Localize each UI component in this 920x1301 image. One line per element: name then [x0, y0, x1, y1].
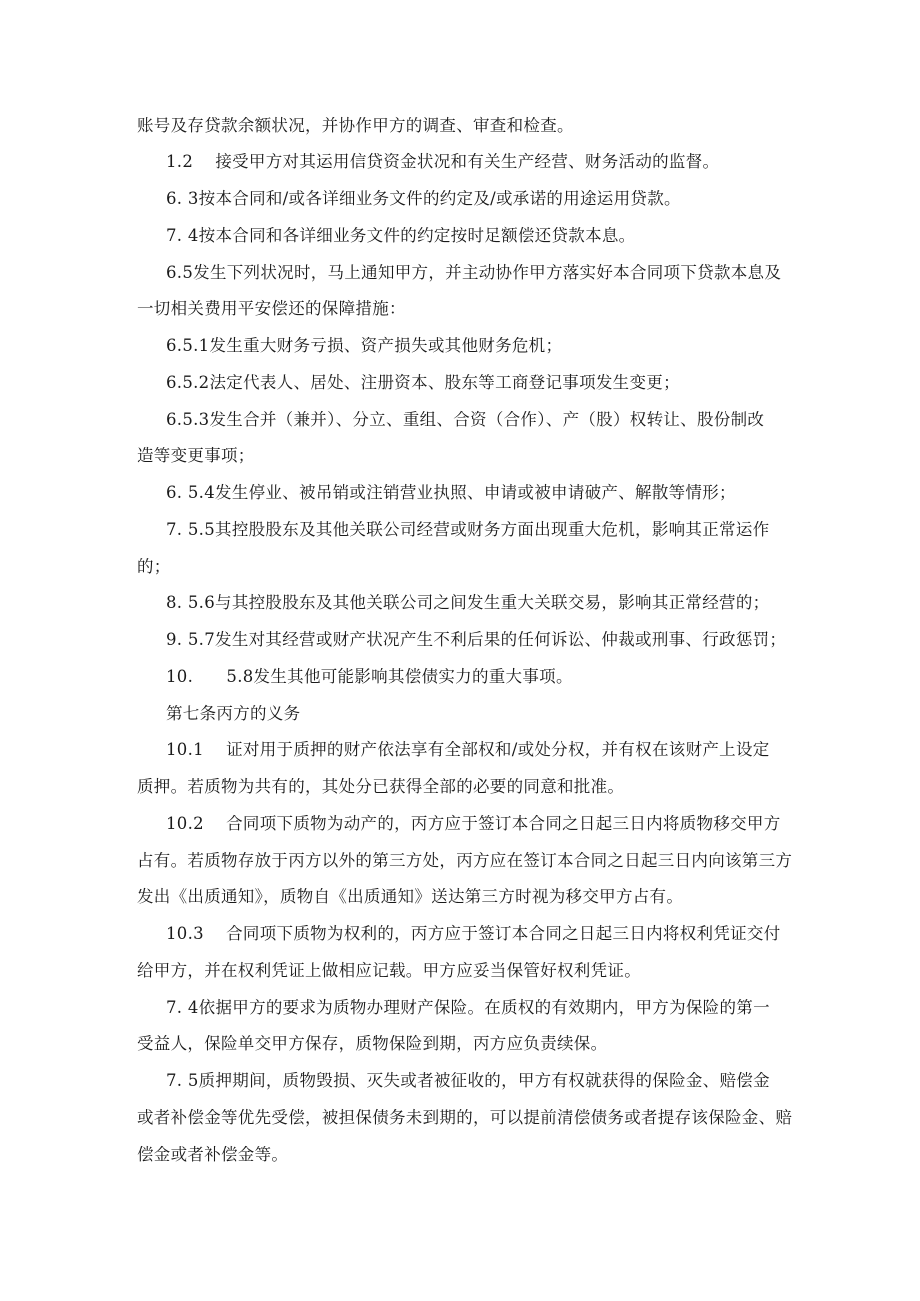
- text-line: 7. 4依据甲方的要求为质物办理财产保险。在质权的有效期内，甲方为保险的第一: [166, 998, 770, 1017]
- text-line: 10.2 合同项下质物为动产的，丙方应于签订本合同之日起三日内将质物移交甲方: [166, 814, 781, 833]
- text-line: 6. 3按本合同和/或各详细业务文件的约定及/或承诺的用途运用贷款。: [166, 189, 681, 208]
- text-line: 一切相关费用平安偿还的保障措施：: [137, 299, 406, 318]
- text-line: 6. 5.4发生停业、被吊销或注销营业执照、申请或被申请破产、解散等情形；: [166, 483, 736, 502]
- text-line: 质押。若质物为共有的，其处分已获得全部的必要的同意和批准。: [137, 777, 625, 796]
- text-line: 6.5.3发生合并（兼并）、分立、重组、合资（合作）、产（股）权转让、股份制改: [166, 410, 765, 429]
- text-line: 账号及存贷款余额状况，并协作甲方的调查、审查和检查。: [137, 116, 574, 135]
- text-line: 6.5.1发生重大财务亏损、资产损失或其他财务危机；: [166, 336, 563, 355]
- text-line: 偿金或者补偿金等。: [137, 1145, 289, 1164]
- text-line: 6.5.2法定代表人、居处、注册资本、股东等工商登记事项发生变更；: [166, 373, 680, 392]
- text-line: 10. 5.8发生其他可能影响其偿债实力的重大事项。: [166, 667, 573, 686]
- text-line: 10.3 合同项下质物为权利的，丙方应于签订本合同之日起三日内将权利凭证交付: [166, 924, 781, 943]
- text-line: 1.2 接受甲方对其运用信贷资金状况和有关生产经营、财务活动的监督。: [166, 152, 720, 171]
- text-line: 7. 4按本合同和各详细业务文件的约定按时足额偿还贷款本息。: [166, 226, 636, 245]
- text-line: 给甲方，并在权利凭证上做相应记载。甲方应妥当保管好权利凭证。: [137, 961, 641, 980]
- text-line: 占有。若质物存放于丙方以外的第三方处，丙方应在签订本合同之日起三日内向该第三方: [137, 851, 793, 870]
- section-heading: 第七条丙方的义务: [166, 704, 301, 723]
- text-line: 7. 5.5其控股股东及其他关联公司经营或财务方面出现重大危机，影响其正常运作: [166, 520, 770, 539]
- text-line: 的；: [137, 557, 171, 576]
- text-line: 6.5发生下列状况时，马上通知甲方，并主动协作甲方落实好本合同项下贷款本息及: [166, 263, 782, 282]
- text-line: 或者补偿金等优先受偿，被担保债务未到期的，可以提前清偿债务或者提存该保险金、赔: [137, 1108, 793, 1127]
- text-line: 9. 5.7发生对其经营或财产状况产生不利后果的任何诉讼、仲裁或刑事、行政惩罚；: [166, 630, 787, 649]
- text-line: 10.1 证对用于质押的财产依法享有全部权和/或处分权，并有权在该财产上设定: [166, 740, 770, 759]
- text-line: 发出《出质通知》，质物自《出质通知》送达第三方时视为移交甲方占有。: [137, 887, 684, 906]
- text-line: 7. 5质押期间，质物毁损、灭失或者被征收的，甲方有权就获得的保险金、赔偿金: [166, 1071, 770, 1090]
- text-line: 造等变更事项；: [137, 446, 255, 465]
- text-line: 8. 5.6与其控股股东及其他关联公司之间发生重大关联交易，影响其正常经营的；: [166, 593, 770, 612]
- text-line: 受益人，保险单交甲方保存，质物保险到期，丙方应负责续保。: [137, 1034, 608, 1053]
